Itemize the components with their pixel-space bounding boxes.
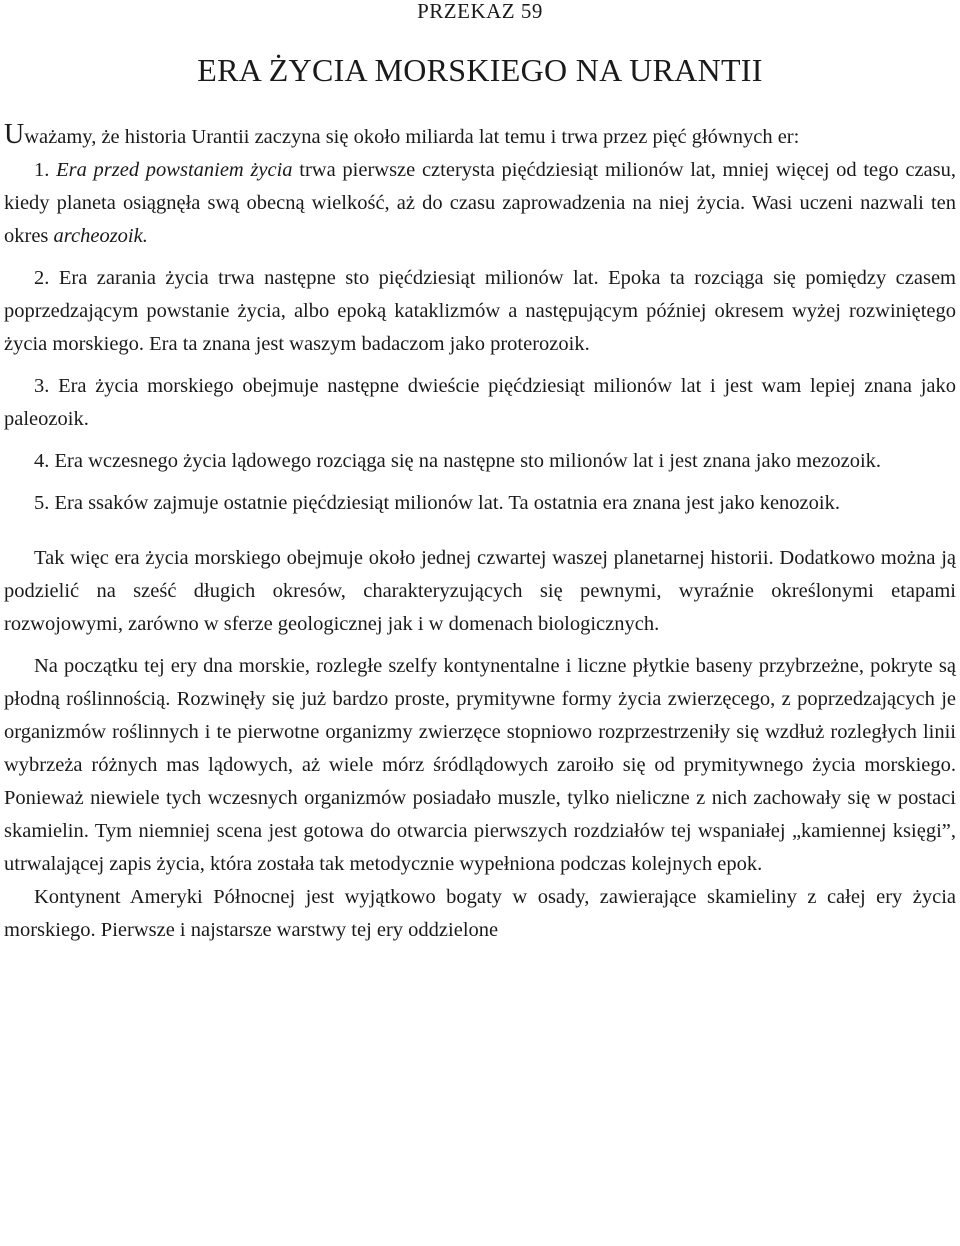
era-italic-lead: Era przed powstaniem życia [56,159,293,181]
era-number: 5. [34,492,50,514]
era-number: 2. [34,267,50,289]
intro-text: ważamy, że historia Urantii zaczyna się około miliarda lat temu i trwa przez pięć głównych er: [24,126,800,148]
paper-label: PRZEKAZ 59 [417,0,543,23]
era-end: . [142,225,148,247]
body-paragraph: Kontynent Ameryki Północnej jest wyjątkowo bogaty w osady, zawierające skamieliny z całej ery życia morskiego. Pierwsze i najstarsze warstwy tej ery oddzielone [4,886,956,941]
document-body [4,118,956,947]
era-item-1 [4,154,956,253]
era-number: 3. [34,375,50,397]
era-text: Era zarania życia trwa następne sto pięćdziesiąt milionów lat. Epoka ta rozciąga się pomiędzy czasem poprzedzającym powstanie życia, albo epoką kataklizmów a następującym później okresem wyżej rozwiniętego życia morskiego. Era ta znana jest waszym badaczom jako proterozoik. [4,267,956,355]
era-item-4 [4,445,956,478]
paper-title: ERA ŻYCIA MORSKIEGO NA URANTII [197,52,763,88]
era-text: trwa pierwsze czterysta pięćdziesiąt milionów lat, mniej więcej od tego czasu, kiedy planeta osiągnęła swą obecną wielkość, aż do czasu zaprowadzenia na niej życia. Wasi uczeni nazwali ten okres [4,159,956,247]
dropcap-letter: U [4,119,25,150]
era-number: 4. [34,450,50,472]
era-italic-term: archeozoik [53,225,143,247]
era-item-2 [4,262,956,361]
intro-paragraph [4,118,956,154]
era-item-3 [4,370,956,436]
body-paragraph: Tak więc era życia morskiego obejmuje około jednej czwartej waszej planetarnej historii. Dodatkowo można ją podzielić na sześć długich okresów, charakteryzujących się pewnymi, wyraźnie określonymi etapami rozwojowymi, zarówno w sferze geologicznej jak i w domenach biologicznych. [4,547,956,635]
era-number: 1. [34,159,50,181]
era-text: Era ssaków zajmuje ostatnie pięćdziesiąt milionów lat. Ta ostatnia era znana jest jako kenozoik. [54,492,840,514]
era-item-5 [4,487,956,520]
era-text: Era życia morskiego obejmuje następne dwieście pięćdziesiąt milionów lat i jest wam lepiej znana jako paleozoik. [4,375,956,430]
body-paragraph: Na początku tej ery dna morskie, rozległe szelfy kontynentalne i liczne płytkie baseny przybrzeżne, pokryte są płodną roślinnością. Rozwinęły się już bardzo proste, prymitywne formy życia zwierzęcego, z poprzedzających je organizmów roślinnych i te pierwotne organizmy zwierzęce stopniowo rozprzestrzeniły się wzdłuż rozległych linii wybrzeża różnych mas lądowych, aż wiele mórz śródlądowych zaroiło się od prymitywnego życia morskiego. Ponieważ niewiele tych wczesnych organizmów posiadało muszle, tylko nieliczne z nich zachowały się w postaci skamielin. Tym niemniej scena jest gotowa do otwarcia pierwszych rozdziałów tej wspaniałej „kamiennej księgi”, utrwalającej zapis życia, która została tak metodycznie wypełniona podczas kolejnych epok. [4,655,956,875]
era-text: Era wczesnego życia lądowego rozciąga się na następne sto milionów lat i jest znana jako mezozoik. [54,450,882,472]
